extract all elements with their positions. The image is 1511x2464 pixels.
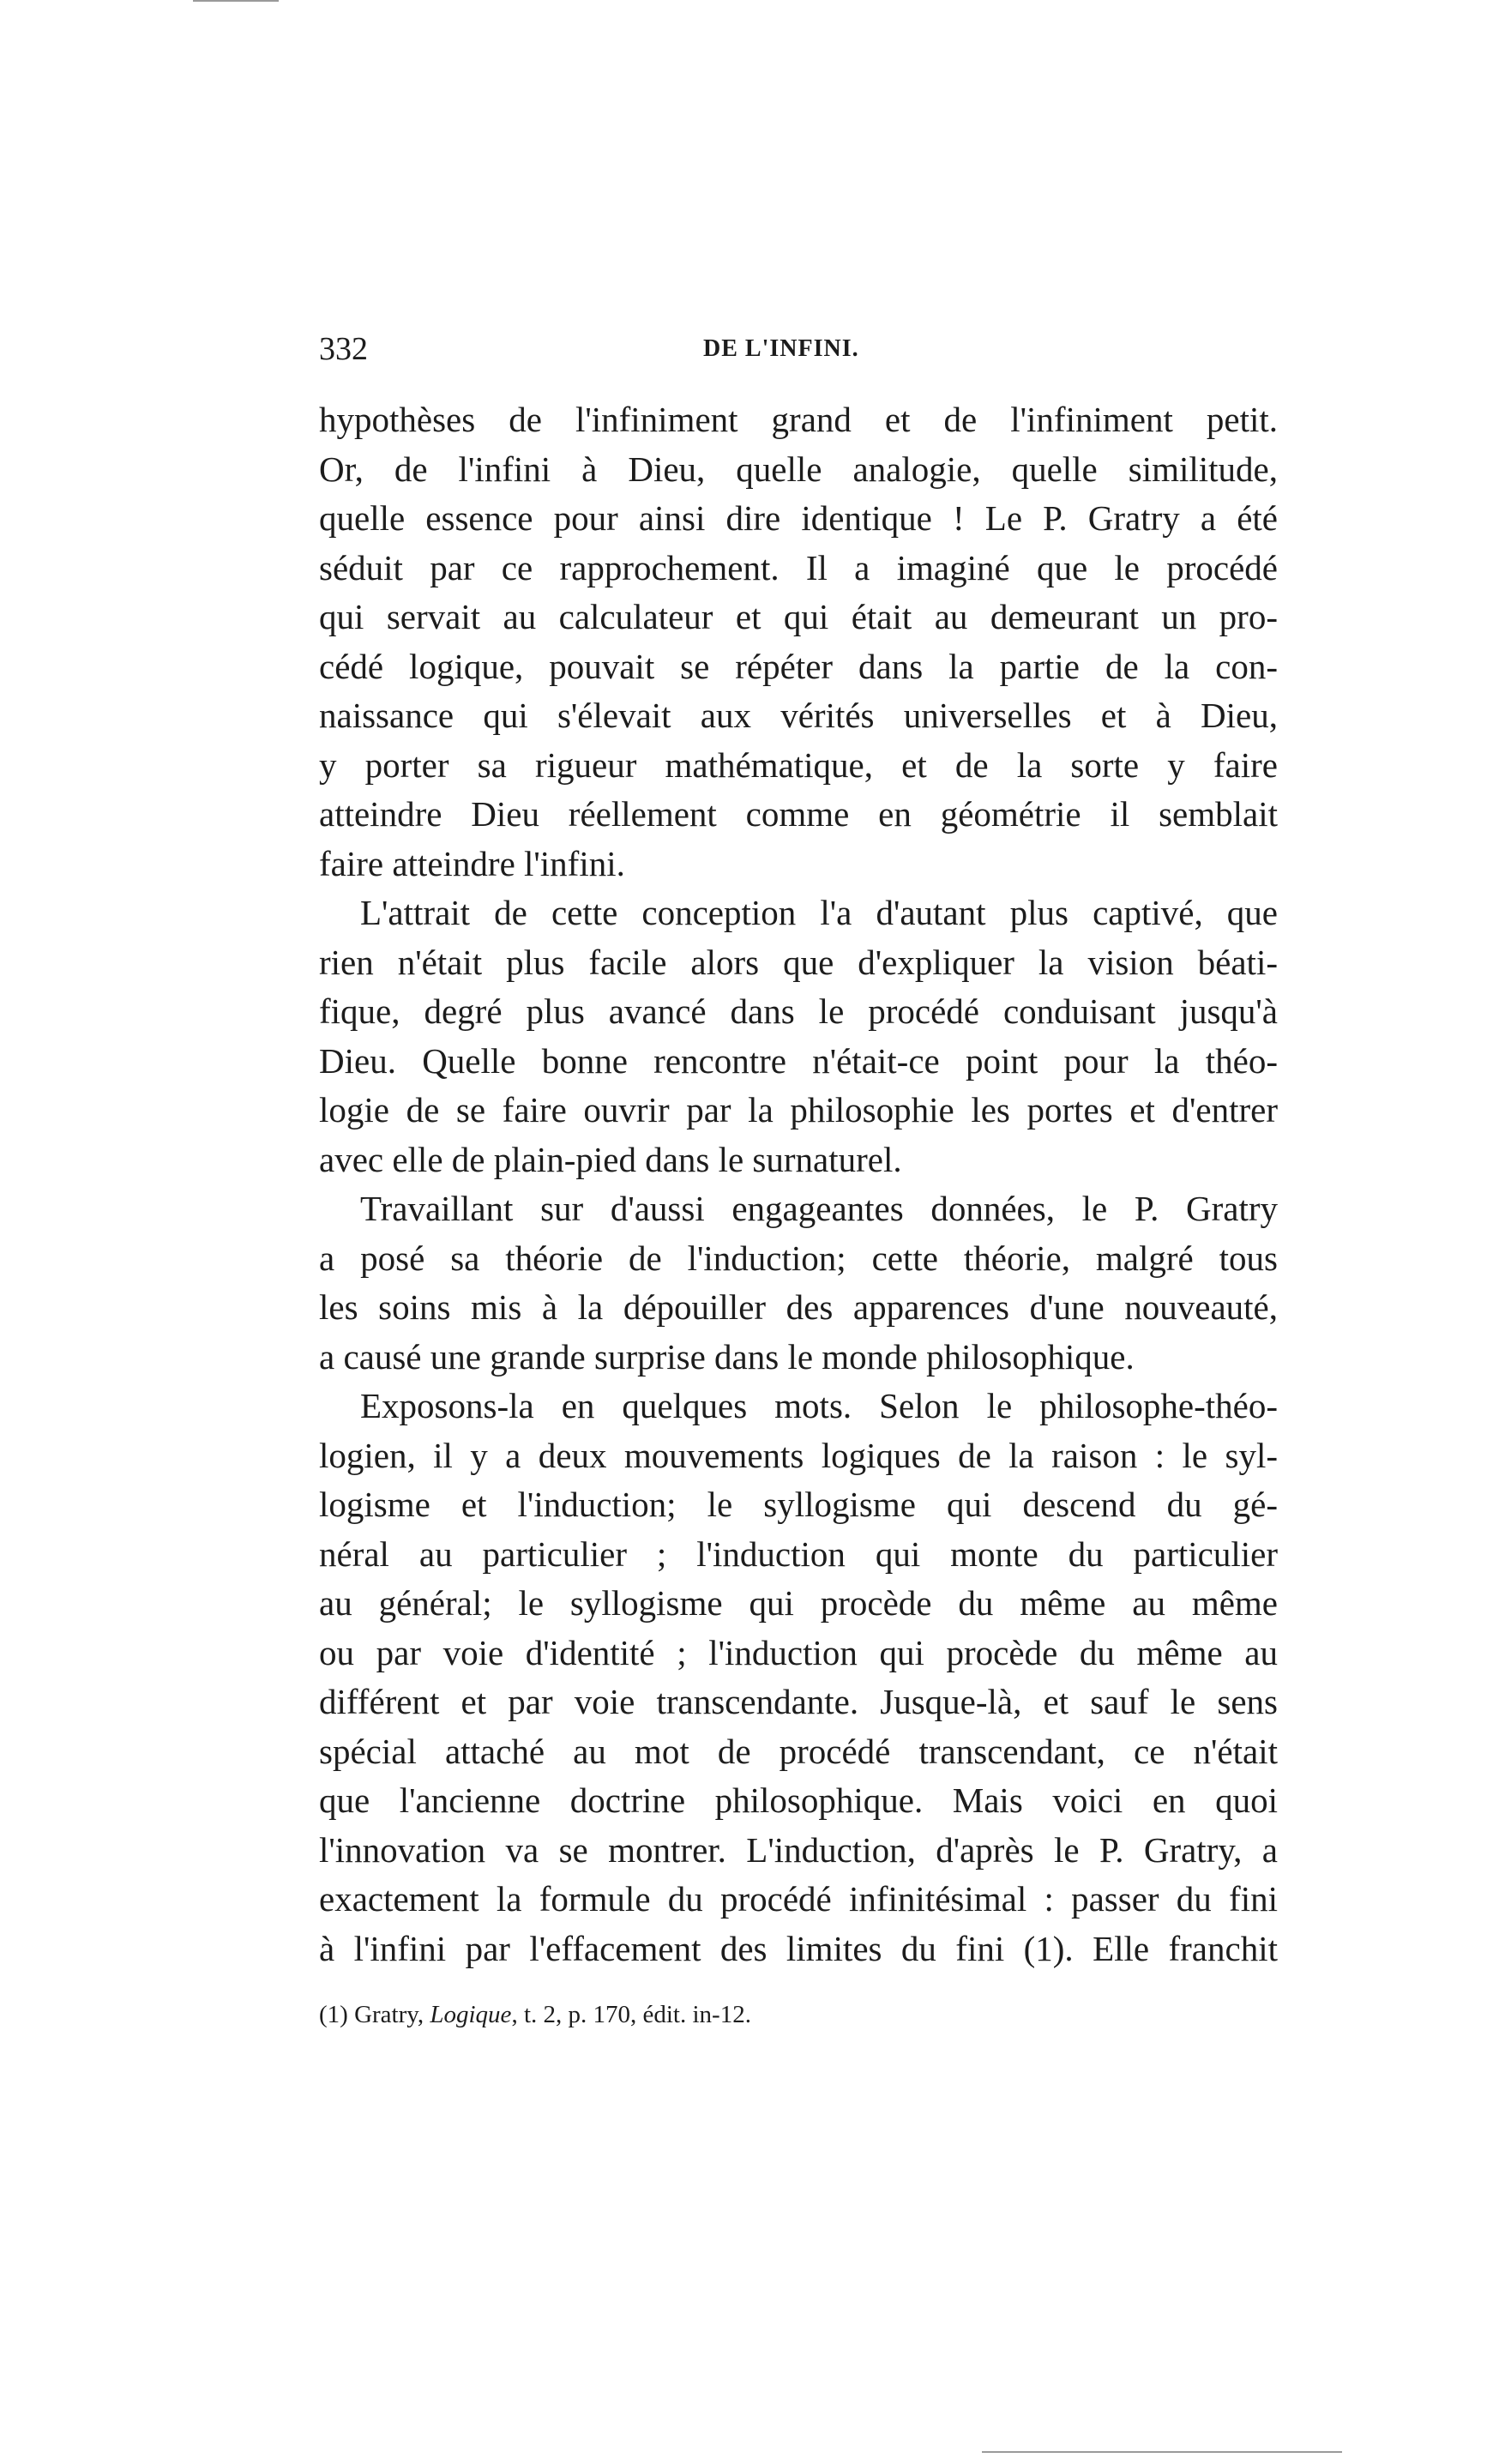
text-line: fique, degré plus avancé dans le procédé conduisant jusqu'à bbox=[319, 991, 1278, 1031]
text-line: Exposons-la en quelques mots. Selon le philosophe-théo- bbox=[360, 1386, 1278, 1425]
running-head bbox=[319, 330, 1278, 382]
body-text bbox=[319, 395, 1278, 1973]
text-line: qui servait au calculateur et qui était au demeurant un pro- bbox=[319, 597, 1278, 636]
text-line: faire atteindre l'infini. bbox=[319, 843, 625, 883]
text-line: au général; le syllogisme qui procède du même au même bbox=[319, 1583, 1278, 1623]
text-line: les soins mis à la dépouiller des apparences d'une nouveauté, bbox=[319, 1287, 1278, 1327]
text-line: Dieu. Quelle bonne rencontre n'était-ce point pour la théo- bbox=[319, 1040, 1278, 1081]
text-line: l'innovation va se montrer. L'induction, d'après le P. Gratry, a bbox=[319, 1829, 1278, 1870]
text-line: avec elle de plain-pied dans le surnaturel. bbox=[319, 1139, 902, 1179]
text-line: L'attrait de cette conception l'a d'autant plus captivé, que bbox=[360, 893, 1278, 932]
text-line: séduit par ce rapprochement. Il a imaginé que le procédé bbox=[319, 547, 1278, 587]
text-line: ou par voie d'identité ; l'induction qui procède du même au bbox=[319, 1632, 1278, 1672]
text-line: à l'infini par l'effacement des limites du fini (1). Elle franchit bbox=[319, 1928, 1278, 1968]
text-line: atteindre Dieu réellement comme en géométrie il semblait bbox=[319, 794, 1278, 834]
text-line: logie de se faire ouvrir par la philosophie les portes et d'entrer bbox=[319, 1090, 1278, 1130]
text-line: spécial attaché au mot de procédé transcendant, ce n'était bbox=[319, 1731, 1278, 1771]
text-line: que l'ancienne doctrine philosophique. Mais voici en quoi bbox=[319, 1780, 1278, 1820]
text-line: rien n'était plus facile alors que d'expliquer la vision béati- bbox=[319, 942, 1278, 982]
text-line: Or, de l'infini à Dieu, quelle analogie, quelle similitude, bbox=[319, 449, 1278, 489]
text-line: a posé sa théorie de l'induction; cette théorie, malgré tous bbox=[319, 1238, 1278, 1278]
text-line: naissance qui s'élevait aux vérités universelles et à Dieu, bbox=[319, 696, 1278, 735]
text-line: a causé une grande surprise dans le monde philosophique. bbox=[319, 1336, 1135, 1377]
text-line: cédé logique, pouvait se répéter dans la partie de la con- bbox=[319, 646, 1278, 686]
text-line: logisme et l'induction; le syllogisme qui descend du gé- bbox=[319, 1485, 1278, 1524]
running-title: DE L'INFINI. bbox=[703, 335, 859, 362]
footnote-prefix: (1) Gratry, bbox=[319, 2001, 430, 2028]
scan-edge-rule-bottom bbox=[982, 2451, 1342, 2453]
text-line: quelle essence pour ainsi dire identique ! Le P. Gratry a été bbox=[319, 498, 1278, 538]
text-line: exactement la formule du procédé infinitésimal : passer du fini bbox=[319, 1879, 1278, 1919]
footnote bbox=[319, 1997, 1278, 2032]
text-line: logien, il y a deux mouvements logiques de la raison : le syl- bbox=[319, 1435, 1278, 1475]
text-line: néral au particulier ; l'induction qui monte du particulier bbox=[319, 1533, 1278, 1574]
scan-edge-rule-top bbox=[193, 0, 279, 2]
footnote-suffix: , t. 2, p. 170, édit. in-12. bbox=[511, 2001, 751, 2028]
text-line: différent et par voie transcendante. Jusque-là, et sauf le sens bbox=[319, 1682, 1278, 1721]
text-line: hypothèses de l'infiniment grand et de l'infiniment petit. bbox=[319, 400, 1278, 439]
book-page bbox=[319, 330, 1278, 2032]
footnote-work-title: Logique bbox=[430, 2001, 512, 2028]
text-line: Travaillant sur d'aussi engageantes données, le P. Gratry bbox=[360, 1189, 1278, 1228]
page-number: 332 bbox=[319, 331, 368, 367]
text-line: y porter sa rigueur mathématique, et de la sorte y faire bbox=[319, 744, 1278, 785]
